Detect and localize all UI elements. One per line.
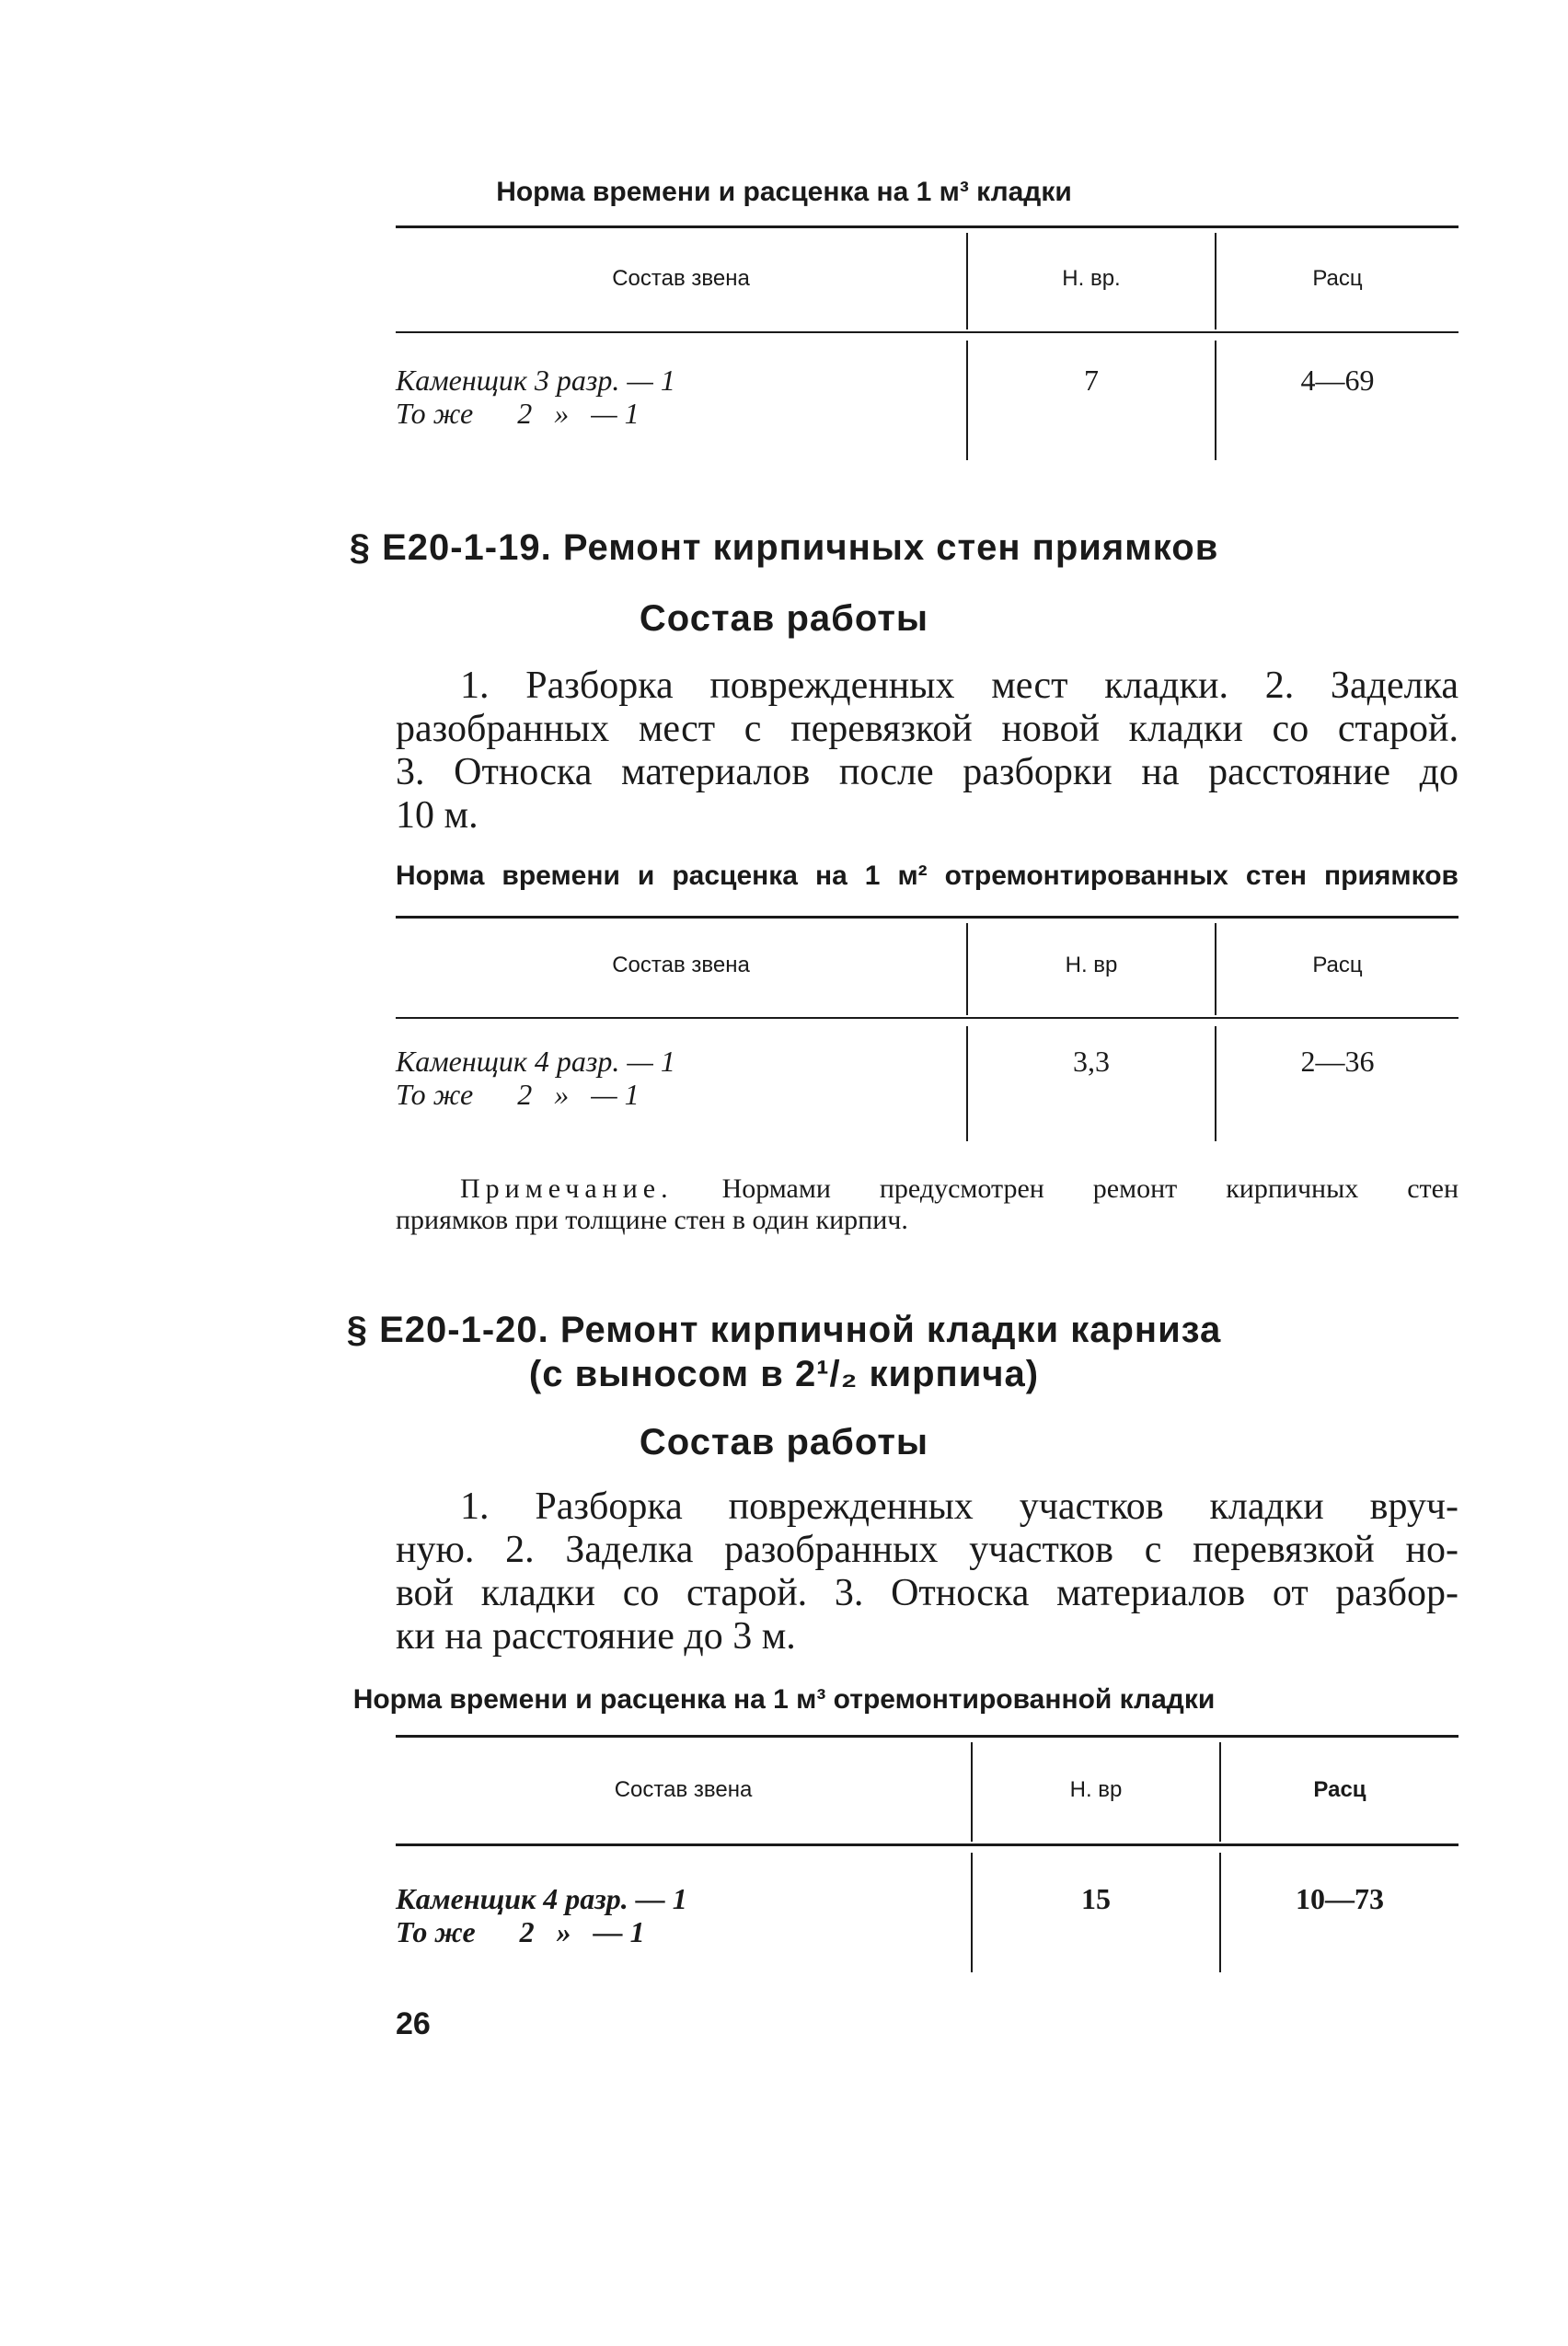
table3-row-name <box>396 1882 687 1948</box>
table1-header-rule <box>396 331 1458 333</box>
table1 <box>396 225 1458 465</box>
section2-line-1: 1. Разборка поврежденных участков кладки вруч- <box>460 1485 1458 1528</box>
table3-row-norm: 15 <box>1081 1882 1111 1915</box>
section2-line-2: ную. 2. Заделка разобранных участков с перевязкой но- <box>396 1529 1458 1571</box>
section2-line-4: ки на расстояние до 3 м. <box>396 1615 796 1658</box>
table2-row-line-2: То же 2 » — 1 <box>396 1078 640 1111</box>
note-text-1: Нормами предусмотрен ремонт кирпичных стен <box>721 1173 1458 1204</box>
section2-heading-2: (с выносом в 2¹/₂ кирпича) <box>528 1354 1040 1394</box>
table3-header-rate: Расц <box>1313 1777 1366 1802</box>
table3-header-norm: Н. вр <box>1069 1777 1123 1802</box>
table1-row-rate: 4—69 <box>1300 364 1375 397</box>
section1-line-2: разобранных мест с перевязкой новой кладки со старой. <box>396 708 1458 750</box>
table1-divider-4 <box>1215 341 1216 460</box>
note-line-2: приямков при толщине стен в один кирпич. <box>396 1205 908 1235</box>
section1-heading: § Е20-1-19. Ремонт кирпичных стен приямков <box>349 527 1219 568</box>
table2-row-norm: 3,3 <box>1073 1045 1110 1078</box>
section2-line-3: вой кладки со старой. 3. Относка материалов от разбор- <box>396 1572 1458 1614</box>
table3 <box>396 1735 1458 1974</box>
table2 <box>396 916 1458 1146</box>
note-label: Примечание. <box>460 1173 674 1204</box>
table2-header-rate: Расц <box>1312 953 1363 977</box>
section1-paragraph <box>396 665 1458 838</box>
section2-subheading: Состав работы <box>639 1422 929 1462</box>
table1-header-composition: Состав звена <box>612 266 750 291</box>
table3-row-rate: 10—73 <box>1296 1882 1384 1915</box>
section1-subheading: Состав работы <box>639 598 929 639</box>
section1-line-4: 10 м. <box>396 794 478 837</box>
table1-caption: Норма времени и расценка на 1 м³ кладки <box>496 177 1072 207</box>
table2-row-rate: 2—36 <box>1300 1045 1375 1078</box>
table1-row-line-2: То же 2 » — 1 <box>396 397 640 430</box>
table1-header-norm: Н. вр. <box>1062 266 1121 291</box>
section1-line-1: 1. Разборка поврежденных мест кладки. 2. Заделка <box>460 665 1458 707</box>
table2-divider-3 <box>966 1026 968 1141</box>
table3-top-rule <box>396 1735 1458 1738</box>
table1-top-rule <box>396 225 1458 228</box>
table3-row-line-2: То же 2 » — 1 <box>396 1915 645 1948</box>
table1-header-rate: Расц <box>1312 266 1363 291</box>
table1-row-line-1: Каменщик 3 разр. — 1 <box>396 364 675 397</box>
table2-caption: Норма времени и расценка на 1 м² отремонтированных стен приямков <box>396 861 1458 891</box>
table3-header-composition: Состав звена <box>614 1777 753 1802</box>
table2-divider-4 <box>1215 1026 1216 1141</box>
page-number: 26 <box>396 2006 431 2041</box>
section2-heading-1: § Е20-1-20. Ремонт кирпичной кладки карниза <box>346 1310 1222 1350</box>
table2-header-norm: Н. вр <box>1065 953 1118 977</box>
table3-header-rule <box>396 1843 1458 1846</box>
table3-row-line-1: Каменщик 4 разр. — 1 <box>396 1882 687 1915</box>
section2-paragraph <box>396 1485 1458 1658</box>
table2-header-composition: Состав звена <box>612 953 750 977</box>
table2-top-rule <box>396 916 1458 919</box>
table1-row-norm: 7 <box>1084 364 1099 397</box>
table1-divider-3 <box>966 341 968 460</box>
section1-line-3: 3. Относка материалов после разборки на расстояние до <box>396 751 1458 793</box>
table2-row-name <box>396 1045 675 1111</box>
table1-row-name <box>396 364 675 430</box>
table2-row-line-1: Каменщик 4 разр. — 1 <box>396 1045 675 1078</box>
note-line-1 <box>396 1173 1458 1205</box>
table2-note <box>396 1173 1458 1236</box>
table3-caption: Норма времени и расценка на 1 м³ отремонтированной кладки <box>352 1684 1216 1715</box>
table2-header-rule <box>396 1017 1458 1019</box>
